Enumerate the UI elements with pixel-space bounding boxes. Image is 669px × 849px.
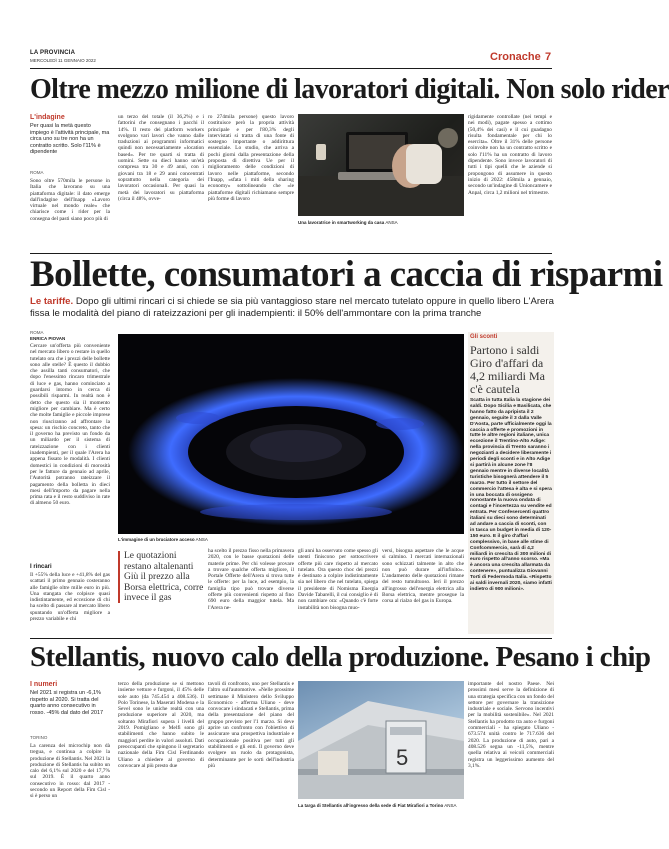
article2-byline: ENRICA PIOVAN (30, 336, 66, 341)
stellantis-plaque-illustration (298, 681, 464, 799)
article3-headline: Stellantis, nuovo calo della produzione. Pesano i chip (30, 641, 651, 673)
sidebar-headline: Partono i saldi Giro d'affari da 4,2 miliardi Ma c'è cautela (470, 343, 545, 396)
article3-column-2: terzo della produzione se si mettono insieme vetture e furgoni, il 45% delle sole auto (da 745.454 a 408.536). Il Polo Torinese, la Maserati Modena e la Sevel sono le uniche realtà con una produzione superiore al 2020, ma soltanto Mirafiori supera i livelli del 2019. Pomigliano e Melfi sono gli stabilimenti che hanno subito le maggiori perdite in valori assoluti. Dati preoccupanti che spingono il segretario nazionale della Fim Cisl Ferdinando Uliano a chiedere al governo di convocare al più presto due (118, 681, 204, 769)
gas-burner-photo (118, 334, 464, 534)
photo-credit: ANSA (385, 220, 398, 225)
caption-text: L'immagine di un bruciatore acceso (118, 537, 195, 542)
article3-column-3: tavoli di confronto, uno per Stellantis e l'altro sull'automotive. «Nelle prossime settimane il Ministero dello Sviluppo Economico - afferma Uliano - deve convocare i sindacati e Stellantis, prima della presentazione del piano del gruppo previsto per l'1 marzo. Si deve aprire un confronto con l'obiettivo di assicurare una prospettiva industriale e occupazionale positiva per tutti gli stabilimenti e gli enti. Il governo deve svolgere un ruolo da protagonista, determinante per le sorti dell'industria più (208, 681, 294, 769)
article3-column-1: La carenza dei microchip non dà tregua, e continua a colpire la produzione di Stellantis. Nel 2021 la produzione di Stellantis ha subito un calo del 6,1% sul 2020 e del 17,7% sul 2019. È il quarto anno consecutivo in rosso: dal 2017 - secondo un Report della Fim Cisl - si è perso un (30, 743, 110, 800)
article1-kicker: L'indagine (30, 114, 65, 121)
article1-column-2: un terzo del totale (il 36,2%) e i fattorini che consegnano i pacchi il 14%. Il resto dei platform workers svolgono vari lavori che vanno dalle traduzioni ai programmi informatici quindi non necessariamente «location based». Per tre quarti si tratta di uomini. Sette su dieci hanno un'età compresa tra 30 e 49 anni, con i giovani tra 18 e 29 anni concentrati soprattutto nella categoria dei lavoratori occasionali. Per quasi la metà dei lavoratori su piattaforma (circa il 48%, ovve- (118, 114, 204, 202)
rincari-text: Il +55% della luce e +41,8% del gas scattati il primo gennaio costeranno alle famiglie oltre mille euro in più. Una stangata che colpisce quasi indistintamente, ed eccezione di chi ha scelto di passare al mercato libero spuntando un'offerta migliore a prezzo variabile e chi (30, 572, 110, 623)
article3-summary: Nel 2021 si registra un -6,1% rispetto al 2020. Si tratta del quarto anno consecutivo in rosso. -45% dal dato del 2017 (30, 690, 104, 716)
sidebar-text: Scatta in tutta Italia la stagione dei saldi. Dopo Sicilia e Basilicata, che hanno fatto da apripista il 2 gennaio, seguite il 3 dalla Valle D'Aosta, parte ufficialmente oggi la caccia a offerte e promozioni in tutte le altre regioni italiane, unica eccezione il Trentino-Alto Adige: nella provincia di Trento saranno i negozianti a decidere liberamente i periodi degli sconti e in Alto Adige si partirà in alcune zone l'8 gennaio mentre in diverse località turistiche bisognerà attendere il 5 marzo. Per tutto il settore del commercio l'attesa è alta e si spera in una boccata di ossigeno nonostante la nuova ondata di contagi e l'incertezza su vendite ed entrata. Per Confesercenti quattro italiani su dieci sono determinati ad andare a caccia di sconti, con in tasca un budget in media di 120-150 euro. E il giro d'affari complessivo, in base alle stime di Confcommercio, sarà di 4,2 miliardi in crescita di 300 milioni di euro rispetto all'anno scorso. «Ma è ancora una crescita allarmata da contenere», puntualizza Giovanni Torti di Federmoda Italia. «Rispetto ai saldi invernali 2020, siamo infatti indietro di 900 milioni». (470, 398, 552, 592)
page-number: 7 (545, 51, 552, 63)
article1-column-3: ro 274mila persone) questo lavoro costituisce però la propria attività principale e per l'80,3% degli intervistati si tratta di una fonte di sostegno importante o addirittura essenziale. Lo studio, che arriva a pochi giorni dalla presentazione della proposta di direttiva Ue per il miglioramento delle condizioni di lavoro nelle piattaforme, secondo l'Inapp, «sfata i miti della sharing economy» sottolineando che «le piattaforme digitali richiamano sempre più forme di lavoro (208, 114, 294, 202)
caption-text: Una lavoratrice in smartworking da casa (298, 220, 385, 225)
article2-column-4: gli anni ha osservato come spesso gli utenti finiscono per sottoscrivere offerte più care rispetto al mercato tutelato. Ora questo choc dei prezzi è destinato a colpire indistintamente sia nel libero che nel tutelato, spiega il presidente di Nomisma Energia Davide Tabarelli, il cui consiglio è di non cambiare ora: «Quando c'è forte instabilità non bisogna muo- (298, 548, 378, 611)
photo-credit: ANSA (195, 537, 208, 542)
article2-photo-caption (118, 537, 208, 542)
article3-column-5: importante del nostro Paese. Nei prossimi mesi serve la definizione di una strategia specifica con un fondo del settore per governare la transizione industriale e sociale. Servono incentivi per la mobilità sostenibile». Nel 2021 Stellantis ha prodotto tra auto e furgoni commerciali - ha spiegato Uliano - 673.574 unità contro le 717.636 del 2020. La produzione di auto, pari a 408.526 segna un -11,5%, mentre quella relativa ai veicoli commerciali registra un leggerissimo aumento del 3,1%. (468, 681, 554, 769)
section-rule (30, 68, 552, 69)
stellantis-plaque-photo (298, 681, 464, 799)
article1-column-5: rigidamente controllate (nei tempi e nei modi), pagate spesso a cottimo (50,4% dei casi) e il cui guadagno risulta fondamentale per chi lo esercita». Oltre il 31% delle persone coinvolte non ha un contratto scritto e solo l'11% ha un contratto di lavoro dipendente. Sono invece lavoratori di tutti i tipi quelli che le aziende si propongono di assumere in questo inizio di 2022: 458mila a gennaio, secondo un'indagine di Unioncamere e Anpal, circa 1,2 milioni nel trimestre. (468, 114, 552, 196)
section-rule (30, 638, 552, 639)
quote-accent-bar (118, 551, 120, 603)
smartworking-illustration (298, 114, 464, 216)
article2-kicker: Le tariffe. (30, 296, 74, 307)
smartworking-photo (298, 114, 464, 216)
article1-photo-caption (298, 220, 398, 225)
article1-dateline: ROMA (30, 170, 44, 175)
gas-burner-illustration (118, 334, 464, 534)
rincari-subhead: I rincari (30, 564, 52, 570)
article1-summary: Per quasi la metà questo impiego è l'attività principale, ma circa uno su tre non ha un contratto scritto. Solo l'11% è dipendente (30, 123, 110, 156)
article1-column-1: Sono oltre 570mila le persone in Italia che lavorano su una piattaforma digitale: il dato emerge dall'indagine dell'Inapp «Lavoro virtuale nel mondo reale» che chiarisce come i rider per la consegna del pasti siano poco più di (30, 178, 110, 222)
article2-headline: Bollette, consumatori a caccia di risparmi (30, 254, 663, 295)
article3-photo-caption (298, 803, 468, 808)
article2-column-1: Cercare un'offerta più conveniente nel mercato libero o restare in quello tutelato ora che i prezzi delle bollette sono alle stelle? È questo il dubbio che assilla tanti consumatori, che dopo l'enessimo rincaro trimestrale di luce e gas, hanno cominciato a guardarsi intorno in cerca di possibili risparmi. In realtà non è detto che questo sia il momento migliore per cambiare. Ma è certo che molte famiglie e piccole imprese non riusciranno ad affrontare la spesa: un rischio concreto, tanto che il governo ha previsto un fondo da un miliardo per il sistema di rateizzazione con i clienti inadempienti, per il quale l'Arera ha appena fissato le modalità. I clienti domestici in condizioni di morosità per le fatture da gennaio ad aprile, l'Autorità potranno rateizzare il pagamento della bolletta in dieci mesi dell'importo da pagare nella prima rata e il resto suddiviso in rate di almeno 50 euro. (30, 343, 110, 507)
caption-text: La targa di Stellantis all'ingresso della sede di Fiat Mirafiori a Torino (298, 803, 444, 808)
plaque-number: 5 (396, 745, 409, 770)
article2-dateline: ROMA (30, 330, 44, 335)
article2-column-5: versi, bisogna aspettare che le acque si calmino. I mercati internazionali sono schizzati talmente in alto che non può durare all'infinito». L'andamento delle quotazioni rimane del resto tumultuoso. Ieri il prezzo all'ingrosso dell'energia elettrica alla Borsa elettrica, mentre prosegue la corsa al rialzo del gas in Europa. (382, 548, 464, 605)
article3-dateline: TORINO (30, 735, 48, 740)
article2-summary (30, 296, 554, 321)
article1-headline: Oltre mezzo milione di lavoratori digitali. Non solo rider (30, 74, 669, 105)
sidebar-kicker: Gli sconti (470, 334, 498, 340)
article2-column-3: ha scelto il prezzo fisso nella primavera 2020, con le basse quotazioni delle materie prime. Per chi volesse provare a trovare qualche offerta migliore, il Portale Offerte dell'Arera si trova tutte le offerte: per la luce, ad esempio, la famiglia tipo può trovare diverse offerte più convenienti rispetto al fino 690 euro della maggior tutela. Ma l'Arera ne- (208, 548, 294, 611)
photo-credit: ANSA (444, 803, 457, 808)
article3-kicker: I numeri (30, 681, 58, 688)
saldi-sidebar (468, 332, 554, 634)
issue-date: MERCOLEDÌ 11 GENNAIO 2022 (30, 58, 96, 63)
article2-pull-quote: Le quotazioni restano altalenanti Giù il prezzo alla Borsa elettrica, corre invece il gas (124, 551, 204, 603)
paper-name: LA PROVINCIA (30, 50, 76, 56)
section-label: Cronache (490, 51, 541, 63)
article2-summary-text: Dopo gli ultimi rincari ci si chiede se sia più vantaggioso stare nel mercato tutelato oppure in quello libero L'Arera fissa le modalità del piano di rateizzazioni per gli inadempienti: il 50% dell'ammontare con la prima tranche (30, 296, 554, 320)
